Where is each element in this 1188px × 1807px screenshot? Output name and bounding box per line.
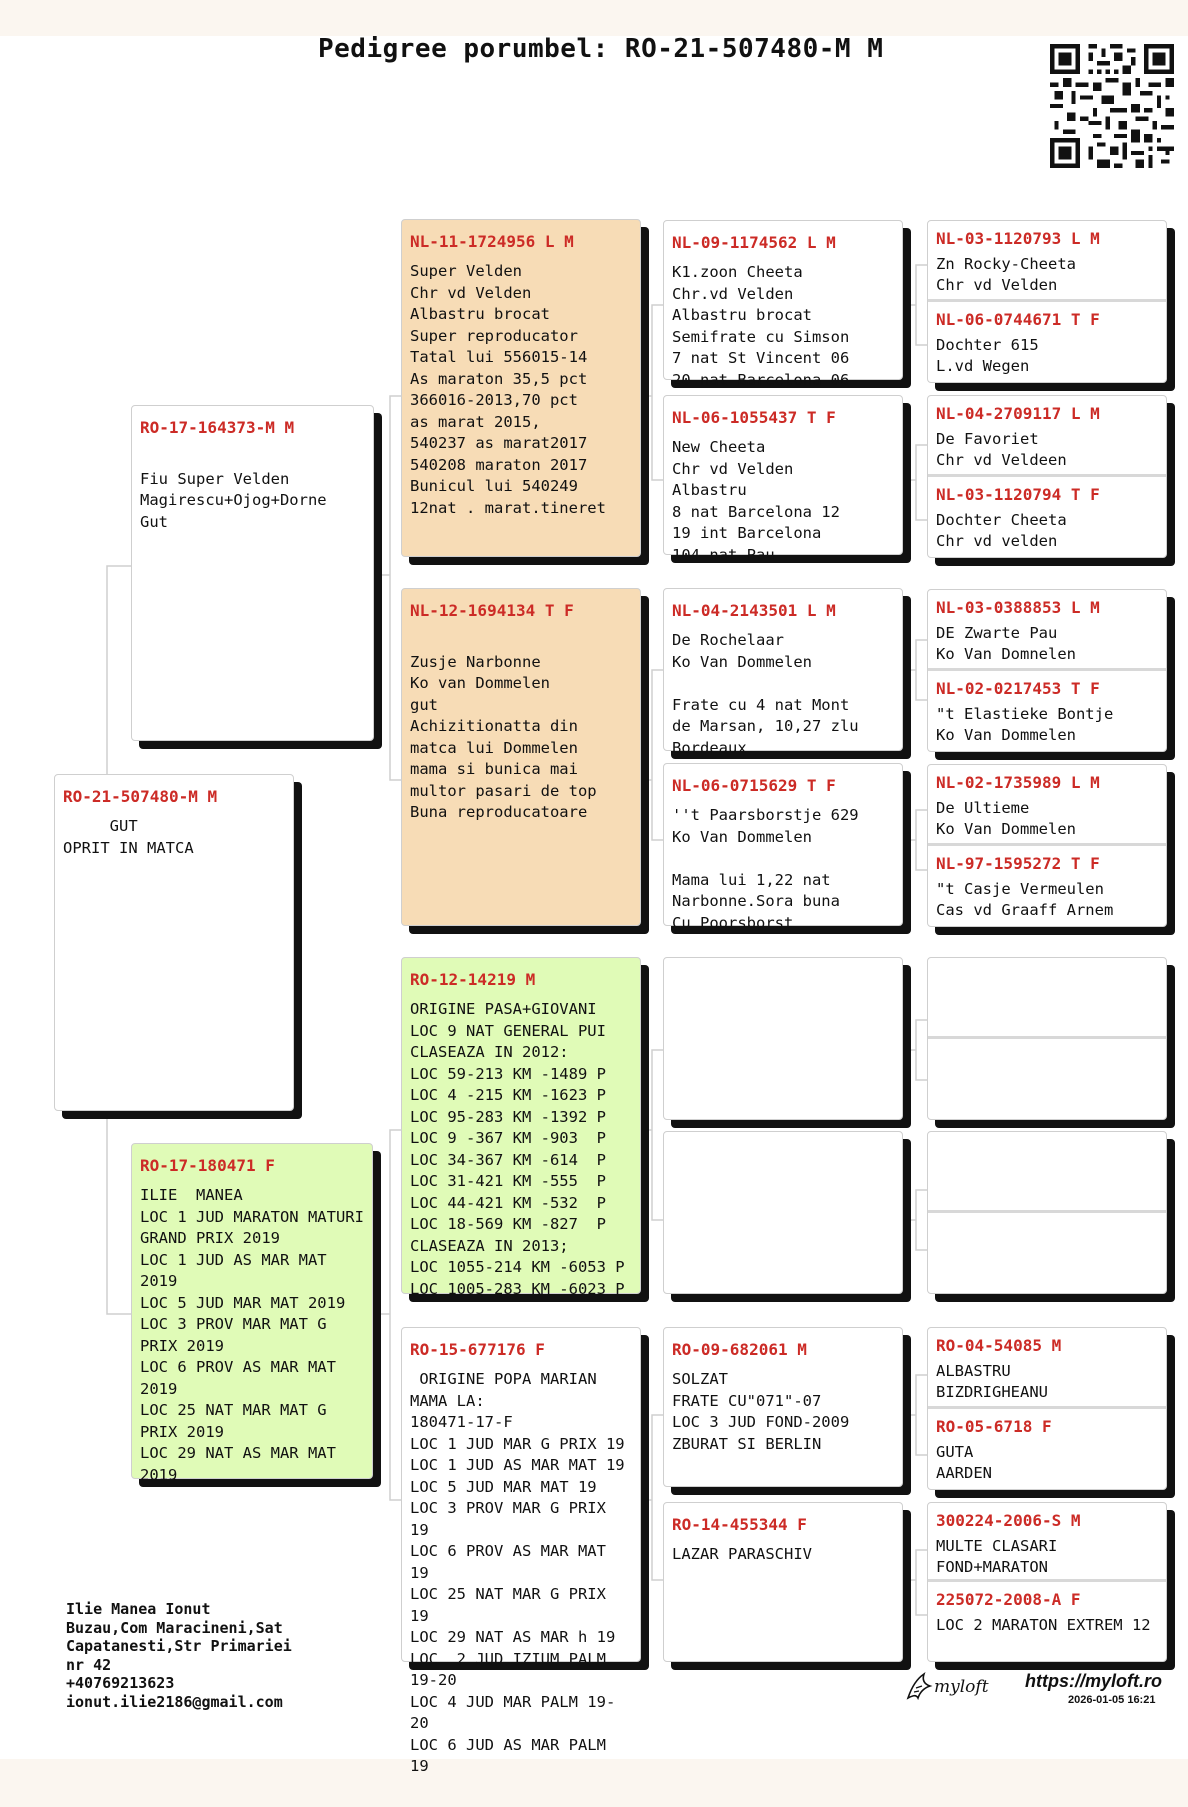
card-notes: SOLZAT FRATE CU"071"-07 LOC 3 JUD FOND-2009 ZBURAT SI BERLIN xyxy=(672,1370,850,1453)
ring-number: RO-09-682061 M xyxy=(672,1340,807,1359)
pedigree-card-gen5-11[interactable] xyxy=(928,1132,1166,1213)
pedigree-card-gen5-14[interactable] xyxy=(928,1406,1166,1490)
generated-timestamp: 2026-01-05 16:21 xyxy=(1068,1694,1156,1706)
pedigree-card-gen5-4[interactable] xyxy=(928,474,1166,558)
website-link[interactable]: https://myloft.ro xyxy=(1025,1671,1162,1691)
ring-number: NL-03-1120793 L M xyxy=(936,229,1100,248)
card-notes: GUT OPRIT IN MATCA xyxy=(63,817,194,857)
ring-number: NL-03-1120794 T F xyxy=(936,484,1100,504)
ring-number: RO-04-54085 M xyxy=(936,1336,1062,1355)
card-notes: ILIE MANEA LOC 1 JUD MARATON MATURI GRAND PRIX 2019 LOC 1 JUD AS MAR MAT 2019 LOC 5 JUD MAR MAT 2019 LOC 3 PROV MAR MAT G PRIX 2019 LOC 6 PROV AS MAR MAT 2019 LOC 25 NAT MAR MAT G PRIX 2019 LOC 29 NAT AS MAR MAT 2019 xyxy=(140,1186,364,1484)
card-notes: K1.zoon Cheeta Chr.vd Velden Albastru brocat Semifrate cu Simson 7 nat St Vincent 06 20 nat Barcelona 06 xyxy=(672,263,850,389)
pedigree-card-gen4-1[interactable] xyxy=(663,220,903,389)
card-notes xyxy=(928,1140,1166,1146)
card-notes: MULTE CLASARI FOND+MARATON xyxy=(936,1537,1058,1576)
card-notes: DE Zwarte Pau Ko Van Domnelen xyxy=(936,624,1076,663)
pedigree-card-gen5-pair-4 xyxy=(927,764,1167,927)
card-notes: De Rochelaar Ko Van Dommelen Frate cu 4 nat Mont de Marsan, 10,27 zlu Bordeaux xyxy=(672,631,859,757)
card-notes: ''t Paarsborstje 629 Ko Van Dommelen Mama lui 1,22 nat Narbonne.Sora buna Cu Poorsborst xyxy=(672,806,859,932)
card-notes: GUTA AARDEN xyxy=(936,1442,992,1482)
card-notes: LAZAR PARASCHIV xyxy=(672,1545,812,1563)
card-notes: ALBASTRU BIZDRIGHEANU xyxy=(936,1362,1048,1401)
ring-number: NL-04-2143501 L M xyxy=(672,601,836,620)
ring-number: NL-97-1595272 T F xyxy=(936,853,1100,873)
card-notes xyxy=(928,966,1166,972)
pedigree-card-gen4-4[interactable] xyxy=(663,763,903,932)
qr-code-icon xyxy=(1050,44,1174,168)
pedigree-card-gen5-16[interactable] xyxy=(928,1579,1166,1661)
card-notes: ORIGINE PASA+GIOVANI LOC 9 NAT GENERAL PUI CLASEAZA IN 2012: LOC 59-213 KM -1489 P LOC 4 -215 KM -1623 P LOC 95-283 KM -1392 P LOC 9 -367 KM -903 P LOC 34-367 KM -614 P LOC 31-421 KM -555 P LOC 44-421 KM -532 P LOC 18-569 KM -827 P CLASEAZA IN 2013; LOC 1055-214 KM -6053 P LOC 1005-283 KM -6023 P xyxy=(410,1000,625,1298)
ring-number: RO-15-677176 F xyxy=(410,1340,545,1359)
ring-number: 225072-2008-A F xyxy=(936,1590,1081,1609)
logo-wordmark: myloft xyxy=(934,1677,989,1697)
ring-number: RO-12-14219 M xyxy=(410,970,536,989)
card-notes: ORIGINE POPA MARIAN MAMA LA: 180471-17-F LOC 1 JUD MAR G PRIX 19 LOC 1 JUD AS MAR MAT 19 LOC 5 JUD MAR MAT 19 LOC 3 PROV MAR G PRIX 19 LOC 6 PROV AS MAR MAT 19 LOC 25 NAT MAR G PRIX 19 LOC 29 NAT AS MAR h 19 LOC 2 JUD IZIUM PALM 19-20 LOC 4 JUD MAR PALM 19-20 LOC 6 JUD AS MAR PALM 19 xyxy=(410,1370,625,1775)
ring-number: RO-17-180471 F xyxy=(140,1156,275,1175)
pedigree-card-gen4-3[interactable] xyxy=(663,588,903,757)
pedigree-card-sire[interactable] xyxy=(131,405,374,741)
pedigree-card-gen5-6[interactable] xyxy=(928,668,1166,752)
pedigree-card-gen5-1[interactable] xyxy=(928,221,1166,302)
pedigree-card-gen5-10[interactable] xyxy=(928,1036,1166,1120)
ring-number: NL-11-1724956 L M xyxy=(410,232,574,251)
pedigree-card-gen4-2[interactable] xyxy=(663,395,903,564)
pedigree-card-subject[interactable] xyxy=(54,774,294,1111)
pedigree-card-gen4-7[interactable] xyxy=(663,1327,903,1487)
pedigree-card-gen5-12[interactable] xyxy=(928,1210,1166,1294)
ring-number xyxy=(928,1213,1166,1221)
ring-number xyxy=(928,1132,1166,1140)
ring-number: RO-05-6718 F xyxy=(936,1416,1052,1436)
ring-number: NL-06-0744671 T F xyxy=(936,309,1100,329)
card-notes: "t Casje Vermeulen Cas vd Graaff Arnem xyxy=(936,879,1114,919)
pedigree-card-gen5-2[interactable] xyxy=(928,299,1166,383)
pedigree-card-gen5-pair-5 xyxy=(927,957,1167,1120)
pedigree-card-gen4-8[interactable] xyxy=(663,1502,903,1662)
ring-number: NL-02-0217453 T F xyxy=(936,678,1100,698)
ring-number: RO-14-455344 F xyxy=(672,1515,807,1534)
pedigree-card-gen5-9[interactable] xyxy=(928,958,1166,1039)
ring-number: NL-03-0388853 L M xyxy=(936,598,1100,617)
pedigree-card-dam-dam[interactable] xyxy=(401,1327,641,1775)
ring-number xyxy=(928,958,1166,966)
ring-number: NL-06-0715629 T F xyxy=(672,776,836,795)
page-title: Pedigree porumbel: RO-21-507480-M M xyxy=(318,34,884,64)
card-notes: Fiu Super Velden Magirescu+Ojog+Dorne Gut xyxy=(140,469,327,531)
ring-number: NL-06-1055437 T F xyxy=(672,408,836,427)
ring-number: 300224-2006-S M xyxy=(936,1511,1081,1530)
pedigree-card-gen5-pair-3 xyxy=(927,589,1167,752)
pedigree-card-gen5-pair-6 xyxy=(927,1131,1167,1294)
pedigree-card-gen5-pair-2 xyxy=(927,395,1167,558)
pedigree-card-gen5-13[interactable] xyxy=(928,1328,1166,1409)
pedigree-card-gen5-pair-1 xyxy=(927,220,1167,383)
ring-number: NL-02-1735989 L M xyxy=(936,773,1100,792)
ring-number: NL-12-1694134 T F xyxy=(410,601,574,620)
pedigree-card-sire-sire[interactable] xyxy=(401,219,641,557)
pedigree-card-gen5-pair-8 xyxy=(927,1502,1167,1662)
pedigree-card-gen5-3[interactable] xyxy=(928,396,1166,477)
pedigree-card-gen5-5[interactable] xyxy=(928,590,1166,671)
card-notes: Super Velden Chr vd Velden Albastru brocat Super reproducator Tatal lui 556015-14 As maraton 35,5 pct 366016-2013,70 pct as marat 2015, 540237 as marat2017 540208 maraton 2017 Bunicul lui 540249 12nat . marat.tineret xyxy=(410,262,606,517)
card-notes: Zusje Narbonne Ko van Dommelen gut Achizitionatta din matca lui Dommelen mama si bunica mai multor pasari de top Buna reproducatoare xyxy=(410,652,597,821)
ring-number xyxy=(928,1039,1166,1047)
pedigree-card-dam-sire[interactable] xyxy=(401,957,641,1298)
ring-number xyxy=(664,1132,902,1144)
card-notes: "t Elastieke Bontje Ko Van Dommelen xyxy=(936,704,1114,744)
card-notes xyxy=(928,1221,1166,1227)
pedigree-card-gen5-8[interactable] xyxy=(928,843,1166,927)
card-notes: Dochter Cheeta Chr vd velden xyxy=(936,510,1067,550)
card-notes: De Favoriet Chr vd Veldeen xyxy=(936,430,1067,469)
ring-number: RO-17-164373-M M xyxy=(140,418,295,437)
card-notes: Zn Rocky-Cheeta Chr vd Velden xyxy=(936,255,1076,294)
card-notes: Dochter 615 L.vd Wegen xyxy=(936,335,1039,375)
owner-contact: Ilie Manea Ionut Buzau,Com Maracineni,Sat Capatanesti,Str Primariei nr 42 +40769213623 ionut.ilie2186@gmail.com xyxy=(66,1600,292,1711)
pedigree-card-gen5-pair-7 xyxy=(927,1327,1167,1490)
card-notes xyxy=(664,970,902,980)
card-notes: LOC 2 MARATON EXTREM 12 xyxy=(936,1616,1151,1634)
card-notes: De Ultieme Ko Van Dommelen xyxy=(936,799,1076,838)
pedigree-card-gen4-6[interactable] xyxy=(663,1131,903,1294)
card-notes xyxy=(928,1047,1166,1053)
ring-number: RO-21-507480-M M xyxy=(63,787,218,806)
pedigree-card-gen5-7[interactable] xyxy=(928,765,1166,846)
card-notes: New Cheeta Chr vd Velden Albastru 8 nat Barcelona 12 19 int Barcelona 104 nat Pau xyxy=(672,438,840,564)
ring-number: NL-09-1174562 L M xyxy=(672,233,836,252)
card-notes xyxy=(664,1144,902,1154)
pedigree-card-dam[interactable] xyxy=(131,1143,373,1484)
pedigree-card-gen4-5[interactable] xyxy=(663,957,903,1120)
pedigree-card-gen5-15[interactable] xyxy=(928,1503,1166,1582)
myloft-dove-logo-icon xyxy=(902,1668,1012,1704)
ring-number: NL-04-2709117 L M xyxy=(936,404,1100,423)
ring-number xyxy=(664,958,902,970)
pedigree-card-sire-dam[interactable] xyxy=(401,588,641,926)
